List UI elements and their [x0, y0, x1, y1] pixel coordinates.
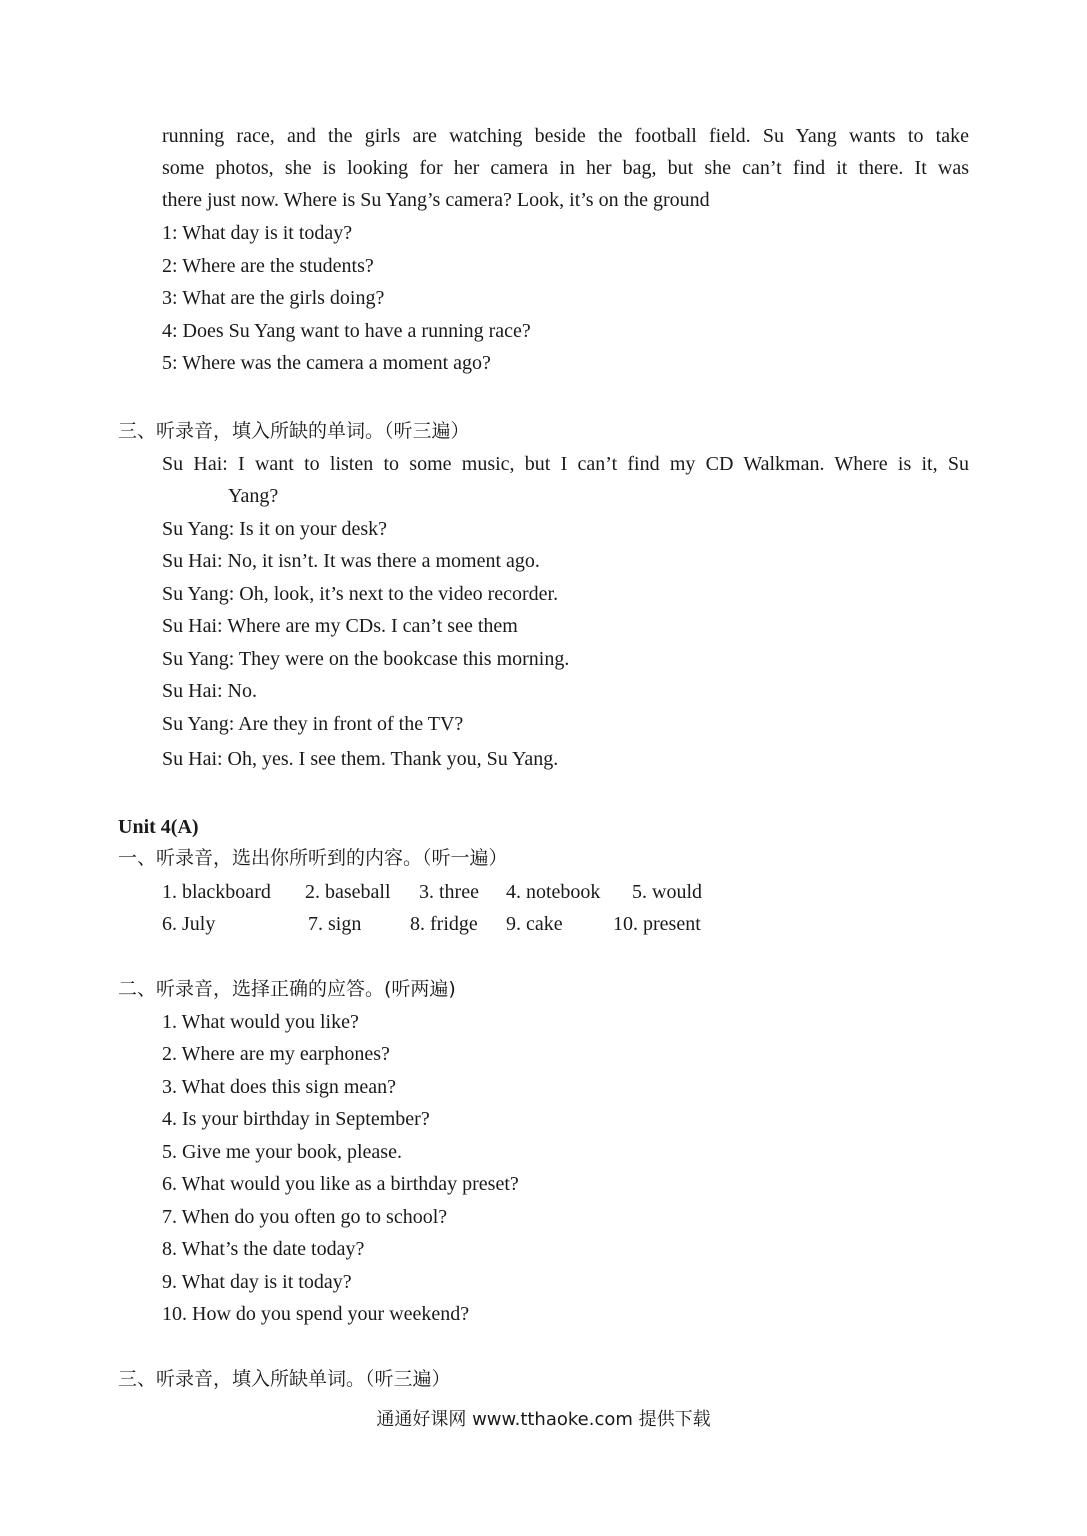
dialogue-line-2: Su Yang: Is it on your desk?	[162, 518, 388, 540]
word-item: 3. three	[419, 881, 479, 903]
word-row-2	[162, 912, 701, 936]
word-item: 2. baseball	[305, 881, 391, 903]
word-item: 1. blackboard	[162, 881, 271, 903]
response-item-8: 8. What’s the date today?	[162, 1238, 365, 1260]
section-3-heading: 三、听录音，填入所缺的单词。（听三遍）	[118, 420, 470, 442]
dialogue-line-3: Su Hai: No, it isn’t. It was there a moment ago.	[162, 550, 540, 572]
passage-question-5: 5: Where was the camera a moment ago?	[162, 352, 491, 374]
dialogue-line-5: Su Hai: Where are my CDs. I can’t see them	[162, 615, 518, 637]
passage-line-2: some photos, she is looking for her camera in her bag, but she can’t find it there. It was	[162, 157, 969, 179]
passage-line-3: there just now. Where is Su Yang’s camera? Look, it’s on the ground	[162, 189, 710, 211]
dialogue-line-8: Su Yang: Are they in front of the TV?	[162, 713, 464, 735]
dialogue-line-6: Su Yang: They were on the bookcase this morning.	[162, 648, 570, 670]
dialogue-line-7: Su Hai: No.	[162, 680, 257, 702]
dialogue-line-9: Su Hai: Oh, yes. I see them. Thank you, Su Yang.	[162, 748, 559, 770]
passage-question-3: 3: What are the girls doing?	[162, 287, 385, 309]
word-item: 9. cake	[506, 913, 563, 935]
dialogue-line-1-cont: Yang?	[228, 485, 279, 507]
response-item-6: 6. What would you like as a birthday preset?	[162, 1173, 519, 1195]
response-item-9: 9. What day is it today?	[162, 1271, 352, 1293]
passage-question-4: 4: Does Su Yang want to have a running race?	[162, 320, 531, 342]
response-item-2: 2. Where are my earphones?	[162, 1043, 390, 1065]
page-footer: 通通好课网 www.tthaoke.com 提供下载	[376, 1409, 711, 1430]
word-item: 7. sign	[308, 913, 362, 935]
passage-question-2: 2: Where are the students?	[162, 255, 374, 277]
dialogue-line-1: Su Hai: I want to listen to some music, but I can’t find my CD Walkman. Where is it, Su	[162, 453, 969, 475]
response-item-7: 7. When do you often go to school?	[162, 1206, 448, 1228]
word-item: 5. would	[632, 881, 702, 903]
word-item: 10. present	[613, 913, 701, 935]
word-item: 8. fridge	[410, 913, 478, 935]
response-item-3: 3. What does this sign mean?	[162, 1076, 397, 1098]
passage-line-1: running race, and the girls are watching beside the football field. Su Yang wants to take	[162, 125, 969, 147]
response-item-4: 4. Is your birthday in September?	[162, 1108, 430, 1130]
word-item: 6. July	[162, 913, 216, 935]
word-item: 4. notebook	[506, 881, 601, 903]
response-item-10: 10. How do you spend your weekend?	[162, 1303, 470, 1325]
passage-question-1: 1: What day is it today?	[162, 222, 353, 244]
word-row-1	[162, 880, 702, 904]
unit-title: Unit 4(A)	[118, 816, 199, 838]
response-item-1: 1. What would you like?	[162, 1011, 359, 1033]
part-3-heading: 三、听录音，填入所缺单词。（听三遍）	[118, 1368, 451, 1390]
response-item-5: 5. Give me your book, please.	[162, 1141, 402, 1163]
dialogue-line-4: Su Yang: Oh, look, it’s next to the video recorder.	[162, 583, 559, 605]
part-2-heading: 二、听录音，选择正确的应答。(听两遍)	[118, 978, 456, 1000]
part-1-heading: 一、听录音，选出你所听到的内容。（听一遍）	[118, 847, 508, 869]
